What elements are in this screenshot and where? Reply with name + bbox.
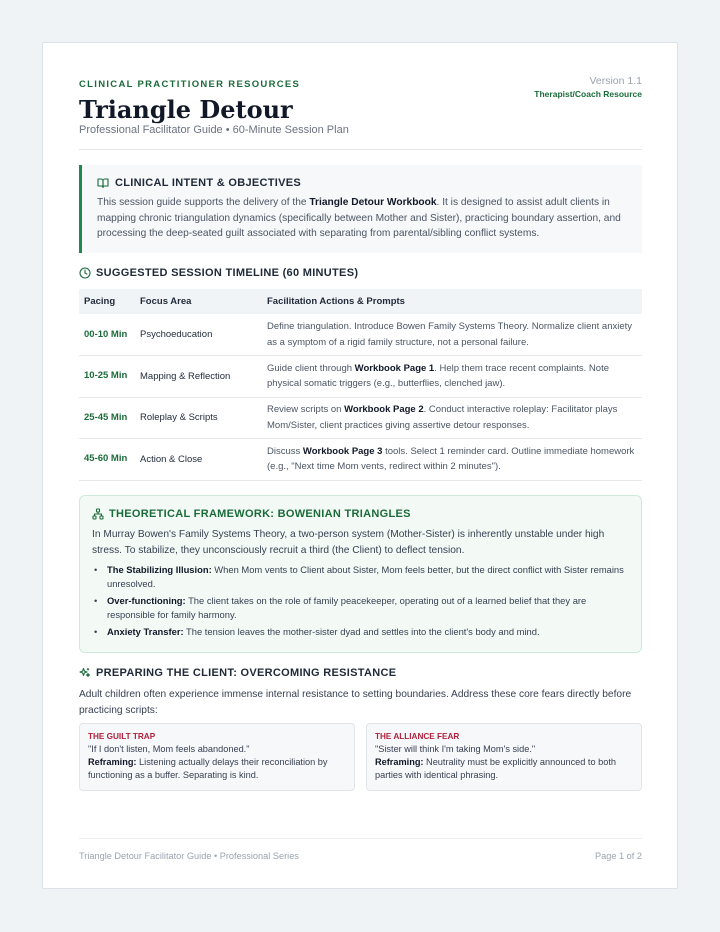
table-row [79, 439, 642, 481]
page-title: Triangle Detour [79, 95, 293, 124]
network-icon [92, 508, 104, 520]
clock-icon [79, 267, 91, 279]
framework-points [92, 563, 632, 643]
sparkle-icon [79, 667, 91, 679]
focus-cell: Psychoeducation [135, 314, 262, 356]
framework-title: THEORETICAL FRAMEWORK: BOWENIAN TRIANGLES [109, 508, 411, 520]
actions-cell: Guide client through Workbook Page 1. Help them trace recent complaints. Note physical somatic triggers (e.g., butterflies, clenched jaw). [262, 356, 642, 398]
card-quote: "Sister will think I'm taking Mom's side." [375, 744, 536, 754]
table-row [79, 397, 642, 439]
focus-cell: Roleplay & Scripts [135, 397, 262, 439]
pacing-cell: 10-25 Min [79, 356, 135, 398]
workbook-name: Triangle Detour Workbook [309, 197, 437, 208]
header-kicker: CLINICAL PRACTITIONER RESOURCES [79, 79, 301, 90]
table-row [79, 356, 642, 398]
actions-cell: Review scripts on Workbook Page 2. Conduct interactive roleplay: Facilitator plays Mom/Sister, client practices giving assertive detour responses. [262, 397, 642, 439]
card-quote: "If I don't listen, Mom feels abandoned." [88, 744, 250, 754]
alliance-fear-card [366, 723, 642, 791]
resistance-title: PREPARING THE CLIENT: OVERCOMING RESISTANCE [96, 667, 397, 679]
footer-series: Triangle Detour Facilitator Guide • Professional Series [79, 851, 299, 861]
guilt-trap-card [79, 723, 355, 791]
pacing-cell: 45-60 Min [79, 439, 135, 481]
pacing-cell: 25-45 Min [79, 397, 135, 439]
pacing-cell: 00-10 Min [79, 314, 135, 356]
list-item: • Anxiety Transfer: The tension leaves the mother-sister dyad and settles into the client's body and mind. [92, 625, 632, 639]
document-page [42, 42, 678, 889]
clinical-intent-section [79, 165, 642, 253]
session-timeline-table [79, 289, 642, 481]
focus-cell: Action & Close [135, 439, 262, 481]
column-header-actions: Facilitation Actions & Prompts [262, 289, 642, 314]
intent-heading [97, 177, 301, 189]
framework-heading [92, 508, 411, 520]
resource-label: Therapist/Coach Resource [534, 89, 642, 99]
card-reframing: Reframing: Neutrality must be explicitly announced to both parties with identical phrasing. [375, 757, 617, 780]
column-header-pacing: Pacing [79, 289, 135, 314]
book-open-icon [97, 177, 109, 189]
focus-cell: Mapping & Reflection [135, 356, 262, 398]
version-label: Version 1.1 [589, 75, 642, 87]
actions-cell: Define triangulation. Introduce Bowen Family Systems Theory. Normalize client anxiety as a symptom of a rigid family structure, not a personal failure. [262, 314, 642, 356]
timeline-heading [79, 267, 358, 279]
page-number: Page 1 of 2 [595, 851, 642, 861]
actions-cell: Discuss Workbook Page 3 tools. Select 1 reminder card. Outline immediate homework (e.g., "Next time Mom vents, redirect within 2 minutes"). [262, 439, 642, 481]
card-reframing: Reframing: Listening actually delays their reconciliation by functioning as a buffer. Separating is kind. [88, 757, 328, 780]
timeline-title: SUGGESTED SESSION TIMELINE (60 MINUTES) [96, 267, 359, 279]
page-subtitle: Professional Facilitator Guide • 60-Minute Session Plan [79, 124, 349, 136]
page-footer [79, 838, 642, 861]
card-tag: THE ALLIANCE FEAR [375, 732, 460, 741]
intent-text: This session guide supports the delivery of the Triangle Detour Workbook. It is designed to assist adult clients in mapping chronic triangulation dynamics (specifically between Mother and Sister), practicing boundary assertion, and processing the deep-seated guilt associated with separating from parental/sibling conflict systems. [97, 197, 621, 240]
intent-title: CLINICAL INTENT & OBJECTIVES [115, 177, 302, 189]
table-row [79, 314, 642, 356]
theoretical-framework-section [79, 495, 642, 653]
list-item: • The Stabilizing Illusion: When Mom vents to Client about Sister, Mom feels better, but the direct conflict with Sister remains unresolved. [92, 563, 632, 590]
resistance-intro: Adult children often experience immense internal resistance to setting boundaries. Address these core fears directly before practicing scripts: [79, 689, 632, 716]
table-header-row [79, 289, 642, 314]
column-header-focus: Focus Area [135, 289, 262, 314]
card-tag: THE GUILT TRAP [88, 732, 156, 741]
framework-intro: In Murray Bowen's Family Systems Theory, a two-person system (Mother-Sister) is inherently unstable under high stress. To stabilize, they unconsciously recruit a third (the Client) to deflect tension. [92, 529, 605, 556]
resistance-heading [79, 667, 396, 679]
list-item: • Over-functioning: The client takes on the role of family peacekeeper, operating out of a learned belief that they are responsible for family harmony. [92, 594, 632, 621]
document-header [79, 75, 642, 150]
